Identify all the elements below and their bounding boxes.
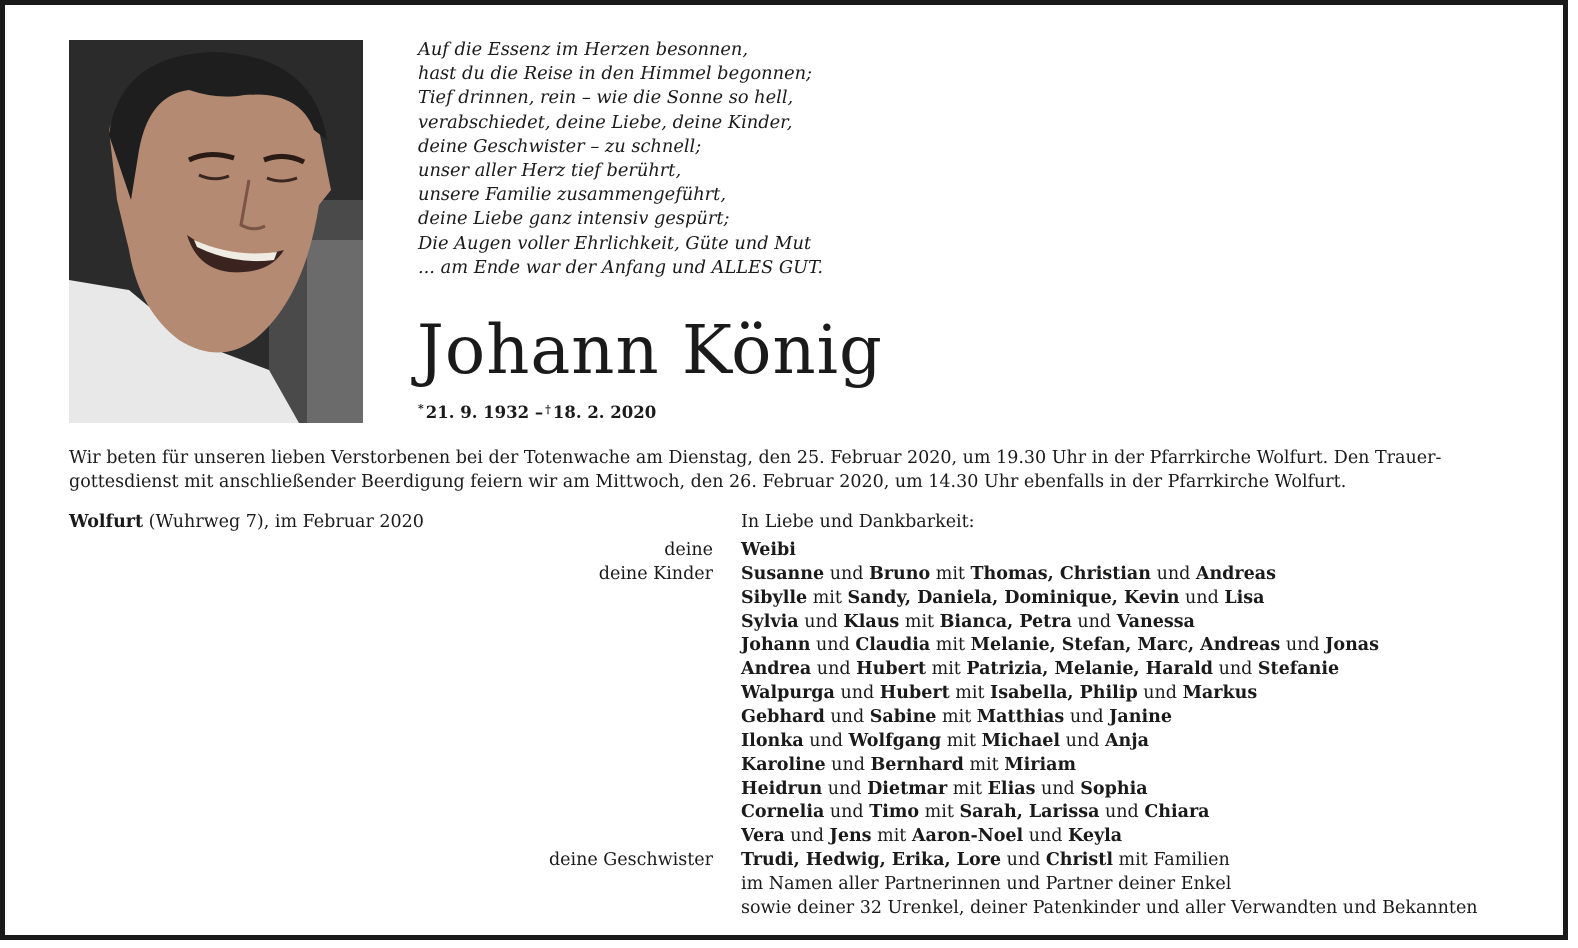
family-name: Markus xyxy=(1182,683,1258,704)
place-and-date xyxy=(69,512,424,532)
family-connector: und xyxy=(824,706,870,727)
family-connector: und xyxy=(824,802,870,823)
family-line xyxy=(741,659,1339,679)
family-name: Bruno xyxy=(869,563,931,584)
family-name: Sarah, Larissa xyxy=(959,802,1100,823)
family-name: Jonas xyxy=(1325,635,1379,656)
family-connector: und xyxy=(834,683,880,704)
poem-line: Tief drinnen, rein – wie die Sonne so hell, xyxy=(418,87,794,109)
family-name: Klaus xyxy=(843,611,900,632)
family-name: Patrizia, Melanie, Harald xyxy=(966,659,1213,680)
family-connector: mit xyxy=(919,802,960,823)
family-line xyxy=(741,683,1257,703)
family-connector: und xyxy=(1023,826,1069,847)
label-wife: deine xyxy=(664,540,713,560)
family-connector: mit xyxy=(941,730,982,751)
family-name: Elias xyxy=(987,778,1036,799)
family-name: Sibylle xyxy=(741,587,808,608)
family-line xyxy=(741,707,1172,727)
family-name: Ilonka xyxy=(741,730,804,751)
address-date: (Wuhrweg 7), im Februar 2020 xyxy=(143,512,424,532)
family-connector: und xyxy=(825,754,871,775)
family-connector: mit xyxy=(936,706,977,727)
family-name: Susanne xyxy=(741,563,825,584)
family-connector: sowie deiner 32 Urenkel, deiner Patenkinder und aller Verwandten und Bekannten xyxy=(741,897,1478,918)
family-name: Isabella, Philip xyxy=(990,683,1138,704)
family-name: Melanie, Stefan, Marc, Andreas xyxy=(970,635,1281,656)
family-name: Sabine xyxy=(869,706,937,727)
birth-symbol: * xyxy=(418,402,424,415)
family-line xyxy=(741,588,1265,608)
family-name: Karoline xyxy=(741,754,826,775)
family-name: Bernhard xyxy=(870,754,964,775)
family-connector: mit xyxy=(949,683,991,704)
deceased-name: Johann König xyxy=(417,311,883,389)
family-line xyxy=(741,564,1276,584)
label-children: deine Kinder xyxy=(598,564,713,584)
family-name: Keyla xyxy=(1068,826,1123,847)
family-name: Sandy, Daniela, Dominique, Kevin xyxy=(847,587,1180,608)
announcement-line: Wir beten für unseren lieben Verstorbenen bei der Totenwache am Dienstag, den 25. Februar 2020, um 19.30 Uhr in der Pfarrkirche Wolfurt. Den Trauer- xyxy=(69,448,1442,468)
family-name: Vera xyxy=(741,826,785,847)
family-line xyxy=(741,755,1076,775)
poem-line: unser aller Herz tief berührt, xyxy=(418,160,682,182)
memorial-poem xyxy=(418,38,823,280)
family-name: Janine xyxy=(1109,706,1172,727)
family-connector: und xyxy=(1213,659,1258,680)
family-connector: und xyxy=(784,826,830,847)
family-connector: mit xyxy=(899,611,940,632)
family-name: Christl xyxy=(1045,850,1113,871)
family-connector: und xyxy=(822,778,868,799)
family-name: Anja xyxy=(1104,730,1149,751)
family-connector: und xyxy=(1280,635,1326,656)
family-line xyxy=(741,874,1231,894)
family-name: Matthias xyxy=(976,706,1065,727)
family-name: Aaron-Noel xyxy=(911,826,1024,847)
family-line xyxy=(741,731,1149,751)
family-connector: und xyxy=(1064,706,1110,727)
poem-line: hast du die Reise in den Himmel begonnen; xyxy=(418,63,813,85)
family-connector: mit xyxy=(871,826,912,847)
family-line xyxy=(741,850,1230,870)
family-name: Andreas xyxy=(1195,563,1276,584)
family-connector: und xyxy=(1035,778,1081,799)
date-dash: – xyxy=(534,403,544,422)
service-announcement xyxy=(69,446,1509,494)
family-connector: und xyxy=(1137,683,1183,704)
family-connector: und xyxy=(803,730,849,751)
family-name: Andrea xyxy=(741,659,812,680)
poem-line: Auf die Essenz im Herzen besonnen, xyxy=(418,39,748,60)
poem-line: Die Augen voller Ehrlichkeit, Güte und Mut xyxy=(418,232,812,254)
family-name: Walpurga xyxy=(741,683,835,704)
family-name: Chiara xyxy=(1144,802,1210,823)
family-name: Gebhard xyxy=(741,706,825,727)
family-connector: und xyxy=(1151,563,1196,584)
family-name: Thomas, Christian xyxy=(970,563,1151,584)
family-connector: und xyxy=(1001,850,1046,871)
family-name: Stefanie xyxy=(1257,659,1340,680)
poem-line: deine Liebe ganz intensiv gespürt; xyxy=(418,208,730,230)
life-dates xyxy=(418,403,656,422)
family-line xyxy=(741,802,1210,822)
poem-line: ... am Ende war der Anfang und ALLES GUT. xyxy=(418,256,823,278)
family-name: Heidrun xyxy=(741,778,823,799)
portrait-illustration xyxy=(69,40,363,423)
family-name: Bianca, Petra xyxy=(939,611,1072,632)
portrait-photo xyxy=(69,40,363,423)
family-connector: mit Familien xyxy=(1112,850,1230,871)
family-name: Sophia xyxy=(1080,778,1148,799)
family-name: Johann xyxy=(741,635,811,656)
label-siblings: deine Geschwister xyxy=(548,850,713,870)
family-name: Dietmar xyxy=(867,778,948,799)
family-connector: und xyxy=(1071,611,1117,632)
family-connector: mit xyxy=(963,754,1005,775)
family-connector: und xyxy=(811,659,857,680)
family-name: Sylvia xyxy=(741,611,799,632)
family-name: Claudia xyxy=(855,635,931,656)
family-name: Weibi xyxy=(741,540,796,560)
poem-line: verabschiedet, deine Liebe, deine Kinder, xyxy=(418,111,793,133)
family-connector: mit xyxy=(807,587,848,608)
poem-line: deine Geschwister – zu schnell; xyxy=(418,135,702,157)
family-connector: und xyxy=(798,611,844,632)
cross-icon: † xyxy=(545,403,551,416)
family-line xyxy=(741,635,1379,655)
family-line xyxy=(741,779,1148,799)
family-connector: und xyxy=(1179,587,1225,608)
family-name: Lisa xyxy=(1224,587,1265,608)
family-connector: mit xyxy=(930,563,971,584)
thanks-heading: In Liebe und Dankbarkeit: xyxy=(741,512,975,532)
poem-line: unsere Familie zusammengeführt, xyxy=(418,184,726,206)
family-name: Hubert xyxy=(879,683,950,704)
family-connector: und xyxy=(1060,730,1105,751)
family-name: Hubert xyxy=(856,659,927,680)
family-name: Vanessa xyxy=(1116,611,1195,632)
town-name: Wolfurt xyxy=(69,512,144,532)
family-line xyxy=(741,826,1122,846)
family-connector: mit xyxy=(947,778,988,799)
family-name: Miriam xyxy=(1004,754,1076,775)
family-connector: und xyxy=(810,635,856,656)
family-line xyxy=(741,612,1195,632)
birth-date: 21. 9. 1932 xyxy=(425,403,530,422)
family-name: Jens xyxy=(829,826,872,847)
family-name: Trudi, Hedwig, Erika, Lore xyxy=(741,850,1001,871)
family-line xyxy=(741,898,1478,918)
family-name: Timo xyxy=(869,802,920,823)
family-connector: und xyxy=(824,563,870,584)
family-connector: im Namen aller Partnerinnen und Partner deiner Enkel xyxy=(741,873,1232,894)
family-name: Michael xyxy=(981,730,1061,751)
family-line xyxy=(741,540,796,560)
family-name: Cornelia xyxy=(741,802,825,823)
family-connector: und xyxy=(1099,802,1145,823)
announcement-line: gottesdienst mit anschließender Beerdigung feiern wir am Mittwoch, den 26. Februar 2020, um 14.30 Uhr ebenfalls in der Pfarrkirche Wolfurt. xyxy=(69,472,1347,492)
death-date: 18. 2. 2020 xyxy=(552,403,657,422)
family-connector: mit xyxy=(930,635,971,656)
family-connector: mit xyxy=(926,659,967,680)
family-name: Wolfgang xyxy=(848,730,942,751)
